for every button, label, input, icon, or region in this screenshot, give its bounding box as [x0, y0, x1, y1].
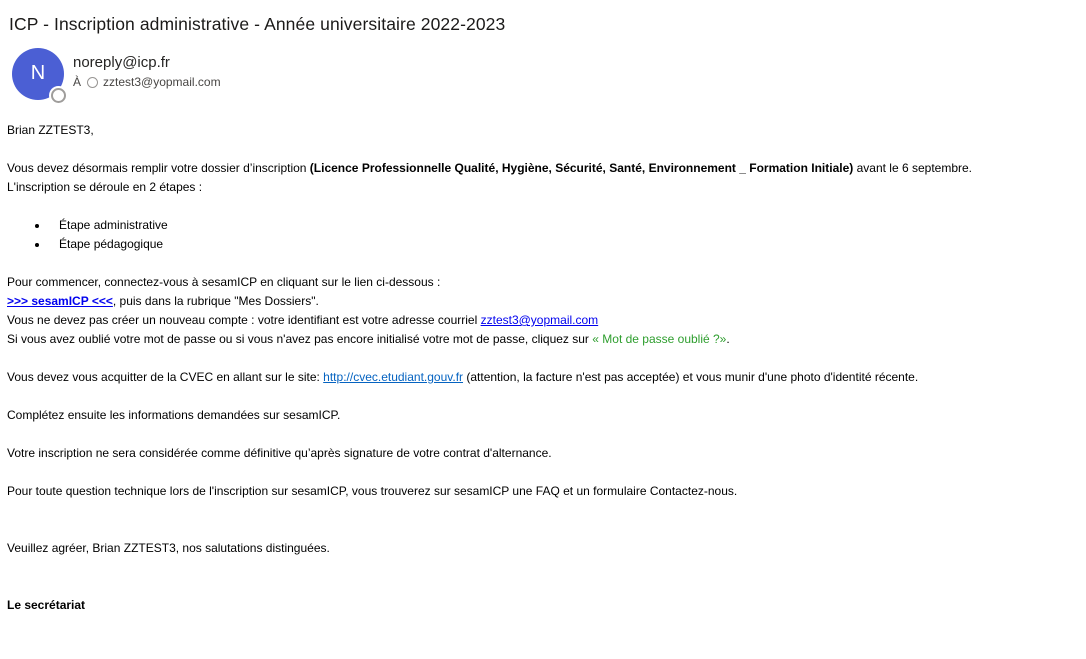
closing: Veuillez agréer, Brian ZZTEST3, nos salutations distinguées.: [7, 541, 330, 555]
list-item-etape-pedagogique: • Étape pédagogique: [49, 235, 1076, 254]
avatar-initial: N: [30, 62, 46, 85]
recipient-row: [73, 75, 221, 89]
recipient-email[interactable]: zztest3@yopmail.com: [103, 75, 221, 89]
dossier-line: Vous devez désormais remplir votre dossier d’inscription (Licence Professionnelle Qualité, Hygiène, Sécurité, Santé, Environnement _ Formation Initiale) avant le 6 septembre.: [7, 161, 972, 175]
recipient-email-link[interactable]: zztest3@yopmail.com: [480, 313, 599, 327]
paragraph-faq: Pour toute question technique lors de l'inscription sur sesamICP, vous trouverez sur sesamICP une FAQ et un formulaire Contactez-nous.: [7, 484, 738, 498]
email-subject: ICP - Inscription administrative - Année universitaire 2022-2023: [9, 14, 506, 34]
paragraph-definitive: Votre inscription ne sera considérée comme définitive qu’après signature de votre contrat d'alternance.: [7, 446, 552, 460]
header-meta: [73, 48, 221, 89]
avatar[interactable]: [12, 48, 64, 100]
paragraph-connexion: Pour commencer, connectez-vous à sesamICP en cliquant sur le lien ci-dessous : >>> sesamICP <<<, puis dans la rubrique "Mes Dossiers". Vous ne devez pas créer un nouveau compte : votre identifiant est votre adresse courriel zztest3@yopmail.com Si vous avez oublié votre mot de passe ou si vous n'avez pas encore initialisé votre mot de passe, cliquez sur « Mot de passe oublié ?».: [7, 275, 730, 346]
formation-name: (Licence Professionnelle Qualité, Hygiène, Sécurité, Santé, Environnement _ Formation Initiale): [309, 161, 854, 175]
paragraph-dossier: [7, 159, 1076, 197]
email-body: [7, 121, 1076, 615]
cvec-link[interactable]: http://cvec.etudiant.gouv.fr: [323, 370, 464, 384]
recipient-presence-icon: [87, 77, 98, 88]
presence-status-icon: [51, 88, 66, 103]
list-item-etape-administrative: • Étape administrative: [49, 216, 1076, 235]
greeting: Brian ZZTEST3,: [7, 123, 94, 137]
signature: Le secrétariat: [7, 598, 86, 612]
email-header: [12, 48, 1086, 100]
steps-list: [7, 216, 1076, 254]
sender-email[interactable]: noreply@icp.fr: [73, 54, 170, 71]
to-label: À: [73, 75, 82, 89]
password-forgot-text: « Mot de passe oublié ?»: [592, 332, 727, 346]
sesamicp-link[interactable]: >>> sesamICP <<<: [7, 294, 113, 308]
etapes-intro: L'inscription se déroule en 2 étapes :: [7, 180, 203, 194]
paragraph-cvec: Vous devez vous acquitter de la CVEC en allant sur le site: http://cvec.etudiant.gouv.fr (attention, la facture n'est pas acceptée) et vous munir d'une photo d'identité récente.: [7, 370, 919, 384]
paragraph-complete: Complétez ensuite les informations demandées sur sesamICP.: [7, 408, 341, 422]
